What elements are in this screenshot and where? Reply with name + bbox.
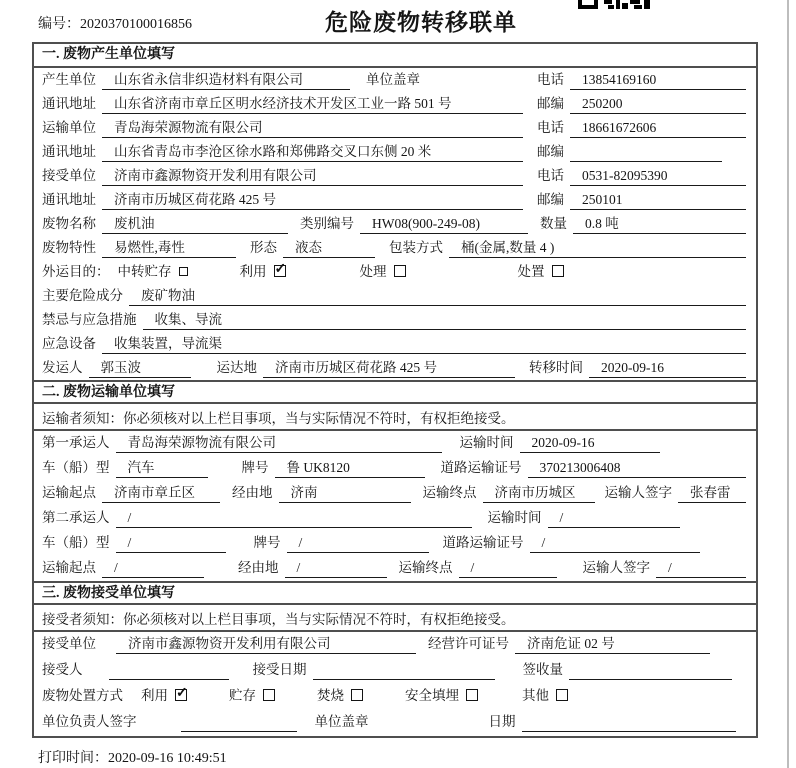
serial-label: 编号： xyxy=(38,17,80,32)
packing-value: 桶(金属,数量 4 ) xyxy=(449,236,746,258)
zip1-label: 邮编 xyxy=(537,96,564,111)
accept-unit-label: 接受单位 xyxy=(42,636,96,651)
emergency-equipment-row xyxy=(34,332,756,356)
hazard-value: 废矿物油 xyxy=(129,284,746,306)
transport-time2-label: 运输时间 xyxy=(487,510,542,525)
end2-value: / xyxy=(459,560,557,578)
road-license1-value: 370213006408 xyxy=(528,460,747,478)
print-time xyxy=(38,747,227,767)
destination-value: 济南市历城区荷花路 425 号 xyxy=(263,356,515,378)
vehicle1-row xyxy=(34,456,756,481)
disposal-storage-option xyxy=(229,684,275,704)
disposal-other-option xyxy=(522,684,568,704)
producer-label: 产生单位 xyxy=(42,72,96,87)
via2-label: 经由地 xyxy=(238,560,279,575)
disposal-label: 废物处置方式 xyxy=(42,688,123,703)
road-license2-value: / xyxy=(530,535,701,553)
waste-name-value: 废机油 xyxy=(102,212,288,234)
equipment-value: 收集装置，导流渠 xyxy=(102,332,746,354)
phone2-value: 18661672606 xyxy=(570,120,746,138)
purpose-utilize-option xyxy=(240,260,286,280)
plate2-label: 牌号 xyxy=(253,535,281,550)
transport-time1-label: 运输时间 xyxy=(459,435,514,450)
route1-row xyxy=(34,481,756,506)
producer-address-row xyxy=(34,92,756,116)
plate1-label: 牌号 xyxy=(241,460,269,475)
producer-value: 山东省永信非织造材料有限公司 xyxy=(102,68,350,90)
vehicle1-label: 车（船）型 xyxy=(42,460,110,475)
packing-label: 包装方式 xyxy=(389,240,443,255)
permit-value: 济南危证 02 号 xyxy=(515,632,710,654)
start1-value: 济南市章丘区 xyxy=(102,481,220,503)
zip2-value xyxy=(570,144,722,162)
purpose-dispose-checkbox-icon xyxy=(552,265,564,277)
phone2-label: 电话 xyxy=(537,120,564,135)
addr2-label: 通讯地址 xyxy=(42,144,96,159)
addr3-value: 济南市历城区荷花路 425 号 xyxy=(102,188,523,210)
road-license1-label: 道路运输证号 xyxy=(440,460,522,475)
vehicle1-value: 汽车 xyxy=(116,456,208,478)
sender-value: 郭玉波 xyxy=(89,356,191,378)
waste-name-row xyxy=(34,212,756,236)
end1-value: 济南市历城区 xyxy=(483,481,595,503)
via1-label: 经由地 xyxy=(232,485,273,500)
zip1-value: 250200 xyxy=(570,96,746,114)
transport-time1-value: 2020-09-16 xyxy=(520,435,660,453)
disposal-storage-checkbox-icon xyxy=(263,689,275,701)
purpose-dispose-label: 处置 xyxy=(517,264,545,279)
sign2-label: 运输人签字 xyxy=(582,560,650,575)
road-license2-label: 道路运输证号 xyxy=(442,535,524,550)
purpose-treat-checkbox-icon xyxy=(394,265,406,277)
accept-date-label: 接受日期 xyxy=(252,662,307,677)
start2-value: / xyxy=(102,560,204,578)
purpose-treat-label: 处理 xyxy=(359,264,387,279)
page-title: 危险废物转移联单 xyxy=(325,10,518,35)
carrier2-value: / xyxy=(116,510,472,528)
sender-label: 发运人 xyxy=(42,360,83,375)
transporter-notice-text: 运输者须知：你必须核对以上栏目事项，当与实际情况不符时，有权拒绝接受。 xyxy=(42,410,515,426)
purpose-transfer-storage-checkbox-icon xyxy=(179,267,188,276)
transfer-purpose-row xyxy=(34,260,756,284)
receiver-notice-row xyxy=(34,605,756,632)
disposal-utilize-option xyxy=(141,684,187,704)
category-code-label: 类别编号 xyxy=(300,216,354,231)
purpose-treat-option xyxy=(360,260,406,280)
carrier1-label: 第一承运人 xyxy=(42,435,110,450)
transfer-time-label: 转移时间 xyxy=(529,360,583,375)
unit-seal2-label: 单位盖章 xyxy=(314,714,369,729)
vehicle2-value: / xyxy=(116,535,226,553)
hazard-component-row xyxy=(34,284,756,308)
zip3-label: 邮编 xyxy=(537,192,564,207)
received-qty-value xyxy=(569,662,732,680)
addr1-value: 山东省济南市章丘区明水经济技术开发区工业一路 501 号 xyxy=(102,92,523,114)
unit-seal-label: 单位盖章 xyxy=(366,72,420,87)
receiver-address-row xyxy=(34,188,756,212)
purpose-utilize-label: 利用 xyxy=(239,264,267,279)
acceptor-label: 接受人 xyxy=(42,662,83,677)
disposal-incinerate-label: 焚烧 xyxy=(317,688,344,703)
seal-date-value xyxy=(522,714,737,732)
document-header xyxy=(0,0,796,40)
disposal-method-row xyxy=(34,684,756,710)
disposal-landfill-label: 安全填埋 xyxy=(405,688,459,703)
second-carrier-row xyxy=(34,506,756,531)
transporter-value: 青岛海荣源物流有限公司 xyxy=(102,116,523,138)
accept-unit-value: 济南市鑫源物资开发利用有限公司 xyxy=(116,632,416,654)
serial-value: 2020370100016856 xyxy=(80,17,192,32)
transporter-address-row xyxy=(34,140,756,164)
leader-sign-value xyxy=(181,714,297,732)
print-time-value: 2020-09-16 10:49:51 xyxy=(108,751,227,766)
receiver-value: 济南市鑫源物资开发利用有限公司 xyxy=(102,164,523,186)
purpose-utilize-checkbox-icon xyxy=(274,265,286,277)
disposal-other-checkbox-icon xyxy=(556,689,568,701)
form-value: 液态 xyxy=(283,236,375,258)
scan-edge-line xyxy=(787,0,789,768)
qr-code-icon xyxy=(578,0,652,10)
section3-header: 三. 废物接受单位填写 xyxy=(34,581,756,605)
plate2-value: / xyxy=(287,535,429,553)
start2-label: 运输起点 xyxy=(42,560,96,575)
section2-header: 二. 废物运输单位填写 xyxy=(34,380,756,404)
purpose-transfer-storage-label: 中转贮存 xyxy=(117,264,172,279)
phone3-label: 电话 xyxy=(537,168,564,183)
receiver-notice-text: 接受者须知：你必须核对以上栏目事项，当与实际情况不符时，有权拒绝接受。 xyxy=(42,611,515,627)
via1-value: 济南 xyxy=(279,481,411,503)
plate1-value: 鲁 UK8120 xyxy=(275,456,425,478)
carrier1-value: 青岛海荣源物流有限公司 xyxy=(116,431,442,453)
received-qty-label: 签收量 xyxy=(522,662,563,677)
transport-time2-value: / xyxy=(548,510,680,528)
phone3-value: 0531-82095390 xyxy=(570,168,746,186)
seal-date-label: 日期 xyxy=(488,714,516,729)
phone1-value: 13854169160 xyxy=(570,72,746,90)
leader-sign-label: 单位负责人签字 xyxy=(42,714,137,729)
quantity-value: 0.8 吨 xyxy=(573,212,746,234)
trait-label: 废物特性 xyxy=(42,240,96,255)
zip2-label: 邮编 xyxy=(537,144,564,159)
form-label: 形态 xyxy=(250,240,277,255)
taboo-label: 禁忌与应急措施 xyxy=(42,312,137,327)
disposal-other-label: 其他 xyxy=(522,688,549,703)
end1-label: 运输终点 xyxy=(422,485,477,500)
purpose-dispose-option xyxy=(518,260,564,280)
disposal-storage-label: 贮存 xyxy=(229,688,256,703)
addr3-label: 通讯地址 xyxy=(42,192,96,207)
disposal-incinerate-option xyxy=(317,684,363,704)
disposal-landfill-option xyxy=(405,684,478,704)
disposal-utilize-checkbox-icon xyxy=(175,689,187,701)
hazard-label: 主要危险成分 xyxy=(42,288,123,303)
producer-row xyxy=(34,68,756,92)
via2-value: / xyxy=(285,560,387,578)
acceptor-row xyxy=(34,658,756,684)
destination-label: 运达地 xyxy=(216,360,257,375)
leader-signature-row xyxy=(34,710,756,736)
transfer-time-value: 2020-09-16 xyxy=(589,360,746,378)
addr2-value: 山东省青岛市李沧区徐水路和郑佛路交叉口东侧 20 米 xyxy=(102,140,523,162)
carrier2-label: 第二承运人 xyxy=(42,510,110,525)
quantity-label: 数量 xyxy=(540,216,567,231)
vehicle2-label: 车（船）型 xyxy=(42,535,110,550)
trait-value: 易燃性,毒性 xyxy=(102,236,236,258)
print-time-label: 打印时间： xyxy=(38,751,108,766)
transporter-notice-row xyxy=(34,404,756,431)
accept-unit-row xyxy=(34,632,756,658)
purpose-transfer-storage-option xyxy=(118,260,188,280)
permit-label: 经营许可证号 xyxy=(428,636,509,651)
sender-row xyxy=(34,356,756,380)
disposal-incinerate-checkbox-icon xyxy=(351,689,363,701)
sign1-label: 运输人签字 xyxy=(604,485,672,500)
receiver-row xyxy=(34,164,756,188)
taboo-measures-row xyxy=(34,308,756,332)
waste-trait-row xyxy=(34,236,756,260)
end2-label: 运输终点 xyxy=(398,560,453,575)
zip3-value: 250101 xyxy=(570,192,746,210)
purpose-label: 外运目的： xyxy=(42,264,110,279)
start1-label: 运输起点 xyxy=(42,485,96,500)
phone1-label: 电话 xyxy=(537,72,564,87)
disposal-utilize-label: 利用 xyxy=(141,688,168,703)
waste-name-label: 废物名称 xyxy=(42,216,96,231)
transporter-label: 运输单位 xyxy=(42,120,96,135)
serial-number xyxy=(38,13,192,33)
receiver-label: 接受单位 xyxy=(42,168,96,183)
section1-header: 一. 废物产生单位填写 xyxy=(34,44,756,68)
sign2-value: / xyxy=(656,560,746,578)
sign1-value: 张春雷 xyxy=(678,481,746,503)
addr1-label: 通讯地址 xyxy=(42,96,96,111)
equipment-label: 应急设备 xyxy=(42,336,96,351)
disposal-landfill-checkbox-icon xyxy=(466,689,478,701)
category-code-value: HW08(900-249-08) xyxy=(360,216,528,234)
acceptor-value xyxy=(109,662,229,680)
vehicle2-row xyxy=(34,531,756,556)
route2-row xyxy=(34,556,756,581)
first-carrier-row xyxy=(34,431,756,456)
accept-date-value xyxy=(313,662,495,680)
taboo-value: 收集、导流 xyxy=(143,308,747,330)
manifest-form xyxy=(32,42,758,738)
transporter-row xyxy=(34,116,756,140)
